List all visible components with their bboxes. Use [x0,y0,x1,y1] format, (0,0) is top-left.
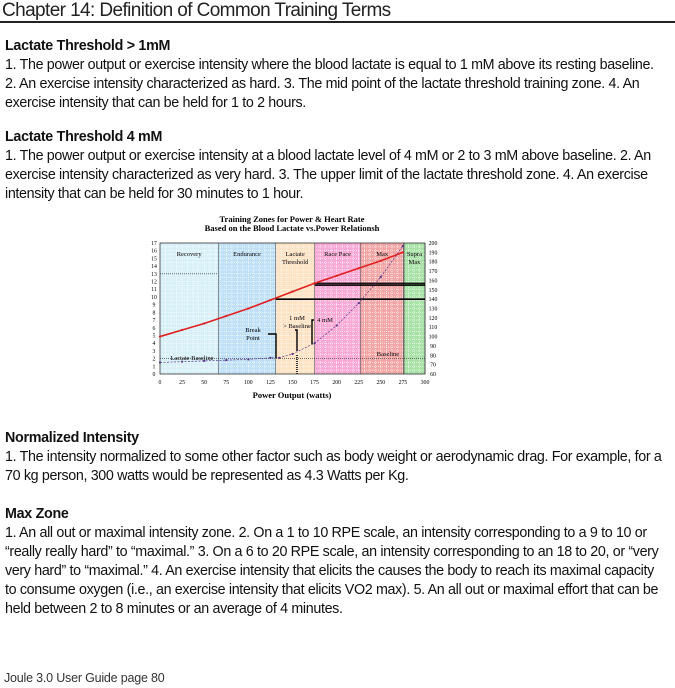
data-point [181,329,183,331]
y-right-tick-label: 120 [428,315,438,322]
data-point [402,245,404,247]
annotation-break-point: Break [245,327,261,334]
zone-label: Supra [406,251,422,258]
y-left-tick-label: 2 [152,356,156,363]
x-tick-label: 100 [243,380,253,386]
data-point [278,357,280,359]
zone-label: Endurance [233,251,261,258]
y-right-tick-label: 90 [430,343,436,350]
zone-label: Race Pace [324,251,351,258]
zone-label: Recovery [176,251,202,258]
y-right-tick-label: 100 [428,334,438,341]
y-right-tick-label: 80 [430,353,436,360]
zone-label: Max [376,251,389,258]
data-point [358,302,360,304]
x-tick-label: 250 [376,380,386,386]
data-point [269,299,271,301]
chart-subtitle: Based on the Blood Lactate vs.Power Relationsh [204,223,380,233]
section-body: 1. An all out or maximal intensity zone. 2. On a 1 to 10 RPE scale, an intensity corresponding to a 9 to 10 or “really really hard” to “maximal.” 3. On a 6 to 20 RPE scale, an intensity corresponding to an 18 to 20, or “very very hard” to “maximal.” 4. An exercise intensity that elicits the causes the body to reach its maximal capacity to consume oxygen (i.e., an exercise intensity that elicits VO2 max). 5. An all out or maximal effort that can be held between 2 to 8 minutes or an average of 4 minutes. [5,525,659,617]
y-right-tick-label: 160 [428,278,438,285]
section-title: Max Zone [5,506,69,522]
y-left-tick-label: 4 [152,341,156,348]
x-tick-label: 0 [158,380,162,386]
y-left-tick-label: 3 [152,348,156,355]
x-tick-label: 50 [201,380,208,386]
data-point [380,276,382,278]
y-left-tick-label: 15 [151,256,157,263]
data-point [313,282,315,284]
y-left-tick-label: 8 [152,310,156,317]
data-point [247,358,249,360]
y-right-tick-label: 170 [428,269,438,276]
data-point [225,359,227,361]
y-left-tick-label: 17 [151,241,157,247]
x-tick-label: 275 [398,380,408,386]
y-left-tick-label: 6 [152,325,156,332]
x-tick-label: 125 [266,380,275,386]
y-left-tick-label: 12 [151,279,157,286]
x-tick-label: 75 [223,380,230,386]
x-tick-label: 175 [310,380,319,386]
page-title: Chapter 14: Definition of Common Training Terms [2,0,391,21]
zone-label: Threshold [281,259,309,266]
y-left-tick-label: 9 [152,302,156,309]
section-body: 1. The intensity normalized to some other factor such as body weight or aerodynamic drag. For example, for a 70 kg person, 300 watts would be represented as 4.3 Watts per Kg. [5,449,662,484]
y-right-tick-label: 70 [430,362,436,369]
section-normalized-intensity [5,429,667,486]
data-point [358,267,360,269]
y-right-tick-label: 150 [428,287,438,294]
data-point [159,335,161,337]
data-point [291,353,293,355]
y-right-tick-label: 110 [428,325,438,332]
data-point [336,275,338,277]
annotation-baseline: Baseline [376,351,400,358]
section-title: Normalized Intensity [5,430,139,446]
zone-label: Max [408,259,421,266]
y-right-tick-label: 140 [428,297,438,304]
page-footer: Joule 3.0 User Guide page 80 [4,671,165,685]
annotation-1mm: > Baseline [283,323,311,330]
chart-title: Training Zones for Power & Heart Rate [219,214,365,224]
y-left-tick-label: 13 [151,271,157,278]
data-point [336,324,338,326]
x-tick-label: 300 [420,380,430,386]
zone-label: Lactate [285,251,305,258]
y-right-tick-label: 190 [428,250,438,257]
data-point [380,260,382,262]
y-right-tick-label: 60 [430,372,436,378]
y-left-tick-label: 11 [151,287,157,294]
x-axis-label: Power Output (watts) [252,390,332,400]
y-right-tick-label: 200 [428,241,438,247]
section-title: Lactate Threshold > 1mM [5,38,171,54]
data-point [203,322,205,324]
data-point [247,307,249,309]
x-tick-label: 150 [288,380,297,386]
annotation-4mm: 4 mM [317,317,333,324]
y-right-tick-label: 130 [428,306,438,313]
data-point [225,315,227,317]
data-point [402,251,404,253]
x-tick-label: 25 [179,380,185,386]
section-title: Lactate Threshold 4 mM [5,129,163,145]
x-tick-label: 200 [332,380,342,386]
y-left-tick-label: 5 [152,333,156,340]
section-max-zone [5,505,667,619]
data-point [269,357,271,359]
y-left-tick-label: 1 [152,364,156,371]
section-body: 1. The power output or exercise intensity at a blood lactate level of 4 mM or 2 to 3 mM above baseline. 2. An exercise intensity characterized as very hard. 3. The upper limit of the lactate threshold zone. 4. An exercise intensity that can be held for 30 minutes to 1 hour. [5,148,651,202]
annotation-lactate-baseline: Lactate Baseline [170,355,214,362]
y-left-tick-label: 10 [151,294,157,301]
x-tick-label: 225 [354,380,364,386]
annotation-1mm: 1 mM [289,315,305,322]
y-left-tick-label: 16 [151,248,157,255]
annotation-break-point: Point [246,335,260,342]
data-point [313,342,315,344]
y-right-tick-label: 180 [428,259,438,266]
section-body: 1. The power output or exercise intensity where the blood lactate is equal to 1 mM above its resting baseline. 2. An exercise intensity characterized as hard. 3. The mid point of the lactate threshold training zone. 4. An exercise intensity that can be held for 1 to 2 hours. [5,57,654,111]
y-left-tick-label: 0 [152,372,156,378]
y-left-tick-label: 14 [151,264,157,271]
y-left-tick-label: 7 [152,318,156,325]
data-point [159,361,161,363]
data-point [291,291,293,293]
